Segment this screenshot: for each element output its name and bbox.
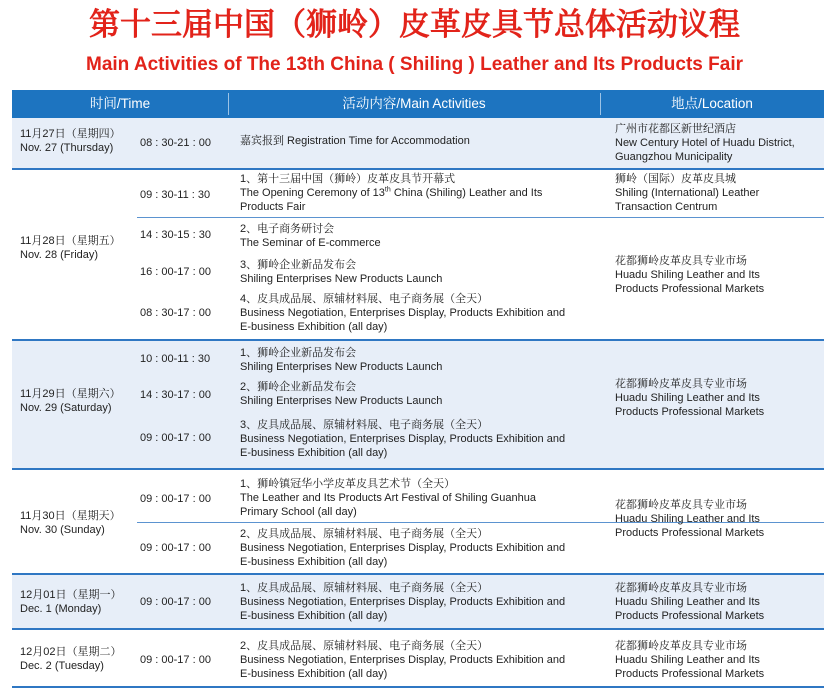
activity-en: Shiling Enterprises New Products Launch <box>240 361 443 373</box>
location-line: 花都狮岭皮革皮具专业市场 <box>615 640 747 652</box>
activity <box>240 639 605 681</box>
activity-en: Business Negotiation, Enterprises Display, Products Exhibition and <box>240 654 566 666</box>
activity <box>240 418 605 460</box>
location-line: New Century Hotel of Huadu District, <box>615 137 795 149</box>
location <box>615 172 820 214</box>
title-chinese: 第十三届中国（狮岭）皮革皮具节总体活动议程 <box>89 7 740 43</box>
activity <box>240 172 605 214</box>
date-cn: 11月27日（星期四） <box>20 128 121 140</box>
date-en: Nov. 29 (Saturday) <box>20 402 112 414</box>
activity <box>240 222 605 250</box>
row-divider <box>12 168 824 170</box>
row-divider <box>12 686 824 688</box>
location-line: 狮岭（国际）皮革皮具城 <box>615 173 736 185</box>
time-slot: 16 : 00-17 : 00 <box>140 266 211 278</box>
activity-en: Shiling Enterprises New Products Launch <box>240 395 443 407</box>
activity-en: The Leather and Its Products Art Festival of Shiling Guanhua <box>240 492 536 504</box>
activity <box>240 380 605 408</box>
date-nov30 <box>20 509 121 537</box>
location-line: 花都狮岭皮革皮具专业市场 <box>615 499 747 511</box>
date-nov29 <box>20 387 121 415</box>
date-en: Nov. 27 (Thursday) <box>20 142 114 154</box>
activity <box>240 477 605 519</box>
location <box>615 254 820 296</box>
activity-cn: 2、电子商务研讨会 <box>240 223 335 235</box>
date-en: Dec. 1 (Monday) <box>20 603 102 615</box>
location-line: Huadu Shiling Leather and Its <box>615 513 760 525</box>
location-line: Huadu Shiling Leather and Its <box>615 269 760 281</box>
location-line: 花都狮岭皮革皮具专业市场 <box>615 582 747 594</box>
time-slot: 09 : 00-17 : 00 <box>140 542 211 554</box>
activity-en: E-business Exhibition (all day) <box>240 321 388 333</box>
date-cn: 12月02日（星期二） <box>20 646 122 658</box>
date-cn: 11月30日（星期天） <box>20 510 121 522</box>
location-line: Guangzhou Municipality <box>615 151 733 163</box>
date-en: Nov. 30 (Sunday) <box>20 524 105 536</box>
time-slot: 14 : 30-15 : 30 <box>140 229 211 241</box>
date-dec01 <box>20 588 121 616</box>
activity-en: E-business Exhibition (all day) <box>240 610 388 622</box>
activity-en: E-business Exhibition (all day) <box>240 668 388 680</box>
location-line: Huadu Shiling Leather and Its <box>615 392 760 404</box>
activity-cn: 1、狮岭镇冠华小学皮革皮具艺术节（全天） <box>240 478 456 490</box>
table-header <box>12 90 824 118</box>
activity-en: Business Negotiation, Enterprises Display, Products Exhibition and <box>240 596 566 608</box>
row-divider <box>12 339 824 341</box>
location <box>615 639 820 681</box>
location-line: Huadu Shiling Leather and Its <box>615 596 760 608</box>
time-slot: 08 : 30-17 : 00 <box>140 307 211 319</box>
location <box>615 581 820 623</box>
date-cn: 11月29日（星期六） <box>20 388 121 400</box>
location-line: Products Professional Markets <box>615 610 765 622</box>
location-line: Products Professional Markets <box>615 668 765 680</box>
row-divider <box>12 628 824 630</box>
title-english: Main Activities of The 13th China ( Shiling ) Leather and Its Products Fair <box>86 54 743 75</box>
activity-cn: 1、皮具成品展、原辅材料展、电子商务展（全天） <box>240 582 489 594</box>
activity <box>240 258 605 286</box>
date-nov27 <box>20 127 121 155</box>
time-slot: 09 : 00-17 : 00 <box>140 654 211 666</box>
activity-en: Business Negotiation, Enterprises Display, Products Exhibition and <box>240 307 566 319</box>
activity <box>240 527 605 569</box>
activity-cn: 1、狮岭企业新品发布会 <box>240 347 357 359</box>
date-cn: 12月01日（星期一） <box>20 589 122 601</box>
location <box>615 377 820 419</box>
activity <box>240 346 605 374</box>
activity-cn: 3、狮岭企业新品发布会 <box>240 259 357 271</box>
header-time: 时间/Time <box>89 96 151 111</box>
activity-en: Business Negotiation, Enterprises Display, Products Exhibition and <box>240 542 566 554</box>
location <box>615 122 820 164</box>
location-line: Transaction Centrum <box>615 201 718 213</box>
time-slot: 14 : 30-17 : 00 <box>140 389 211 401</box>
header-activities: 活动内容/Main Activities <box>342 96 486 111</box>
time-slot: 10 : 00-11 : 30 <box>140 353 211 365</box>
location-line: Products Professional Markets <box>615 283 765 295</box>
activity-en: Primary School (all day) <box>240 506 357 518</box>
activity-cn: 2、皮具成品展、原辅材料展、电子商务展（全天） <box>240 528 489 540</box>
location-line: 花都狮岭皮革皮具专业市场 <box>615 255 747 267</box>
activity <box>240 292 605 334</box>
activity-en: Products Fair <box>240 201 306 213</box>
activity-en: The Seminar of E-commerce <box>240 237 381 249</box>
time-slot: 09 : 00-17 : 00 <box>140 432 211 444</box>
activity-cn: 3、皮具成品展、原辅材料展、电子商务展（全天） <box>240 419 489 431</box>
date-en: Nov. 28 (Friday) <box>20 249 99 261</box>
time-slot: 09 : 00-17 : 00 <box>140 493 211 505</box>
time-slot: 08 : 30-21 : 00 <box>140 137 211 149</box>
activity-en: Business Negotiation, Enterprises Display, Products Exhibition and <box>240 433 566 445</box>
activity-en: E-business Exhibition (all day) <box>240 447 388 459</box>
activity-en: E-business Exhibition (all day) <box>240 556 388 568</box>
time-slot: 09 : 30-11 : 30 <box>140 189 211 201</box>
activity: 嘉宾报到 Registration Time for Accommodation <box>240 135 470 147</box>
location-line: 广州市花都区新世纪酒店 <box>615 123 736 135</box>
date-dec02 <box>20 645 121 673</box>
location-line: Huadu Shiling Leather and Its <box>615 654 760 666</box>
location-line: Products Professional Markets <box>615 406 765 418</box>
activity-en: Shiling Enterprises New Products Launch <box>240 273 443 285</box>
date-en: Dec. 2 (Tuesday) <box>20 660 104 672</box>
activity <box>240 581 605 623</box>
activity-cn: 2、皮具成品展、原辅材料展、电子商务展（全天） <box>240 640 489 652</box>
location-line: 花都狮岭皮革皮具专业市场 <box>615 378 747 390</box>
location-line: Products Professional Markets <box>615 527 765 539</box>
activity-cn: 4、皮具成品展、原辅材料展、电子商务展（全天） <box>240 293 489 305</box>
activity-en: The Opening Ceremony of 13th China (Shiling) Leather and Its <box>240 186 543 199</box>
time-slot: 09 : 00-17 : 00 <box>140 596 211 608</box>
row-divider <box>12 468 824 470</box>
row-divider <box>12 573 824 575</box>
location <box>615 498 820 540</box>
date-nov28 <box>20 234 121 262</box>
sub-row-divider <box>137 217 824 218</box>
activity-cn: 2、狮岭企业新品发布会 <box>240 381 357 393</box>
activity-cn: 1、第十三届中国（狮岭）皮革皮具节开幕式 <box>240 173 456 185</box>
header-location: 地点/Location <box>671 96 753 111</box>
date-cn: 11月28日（星期五） <box>20 235 121 247</box>
location-line: Shiling (International) Leather <box>615 187 760 199</box>
